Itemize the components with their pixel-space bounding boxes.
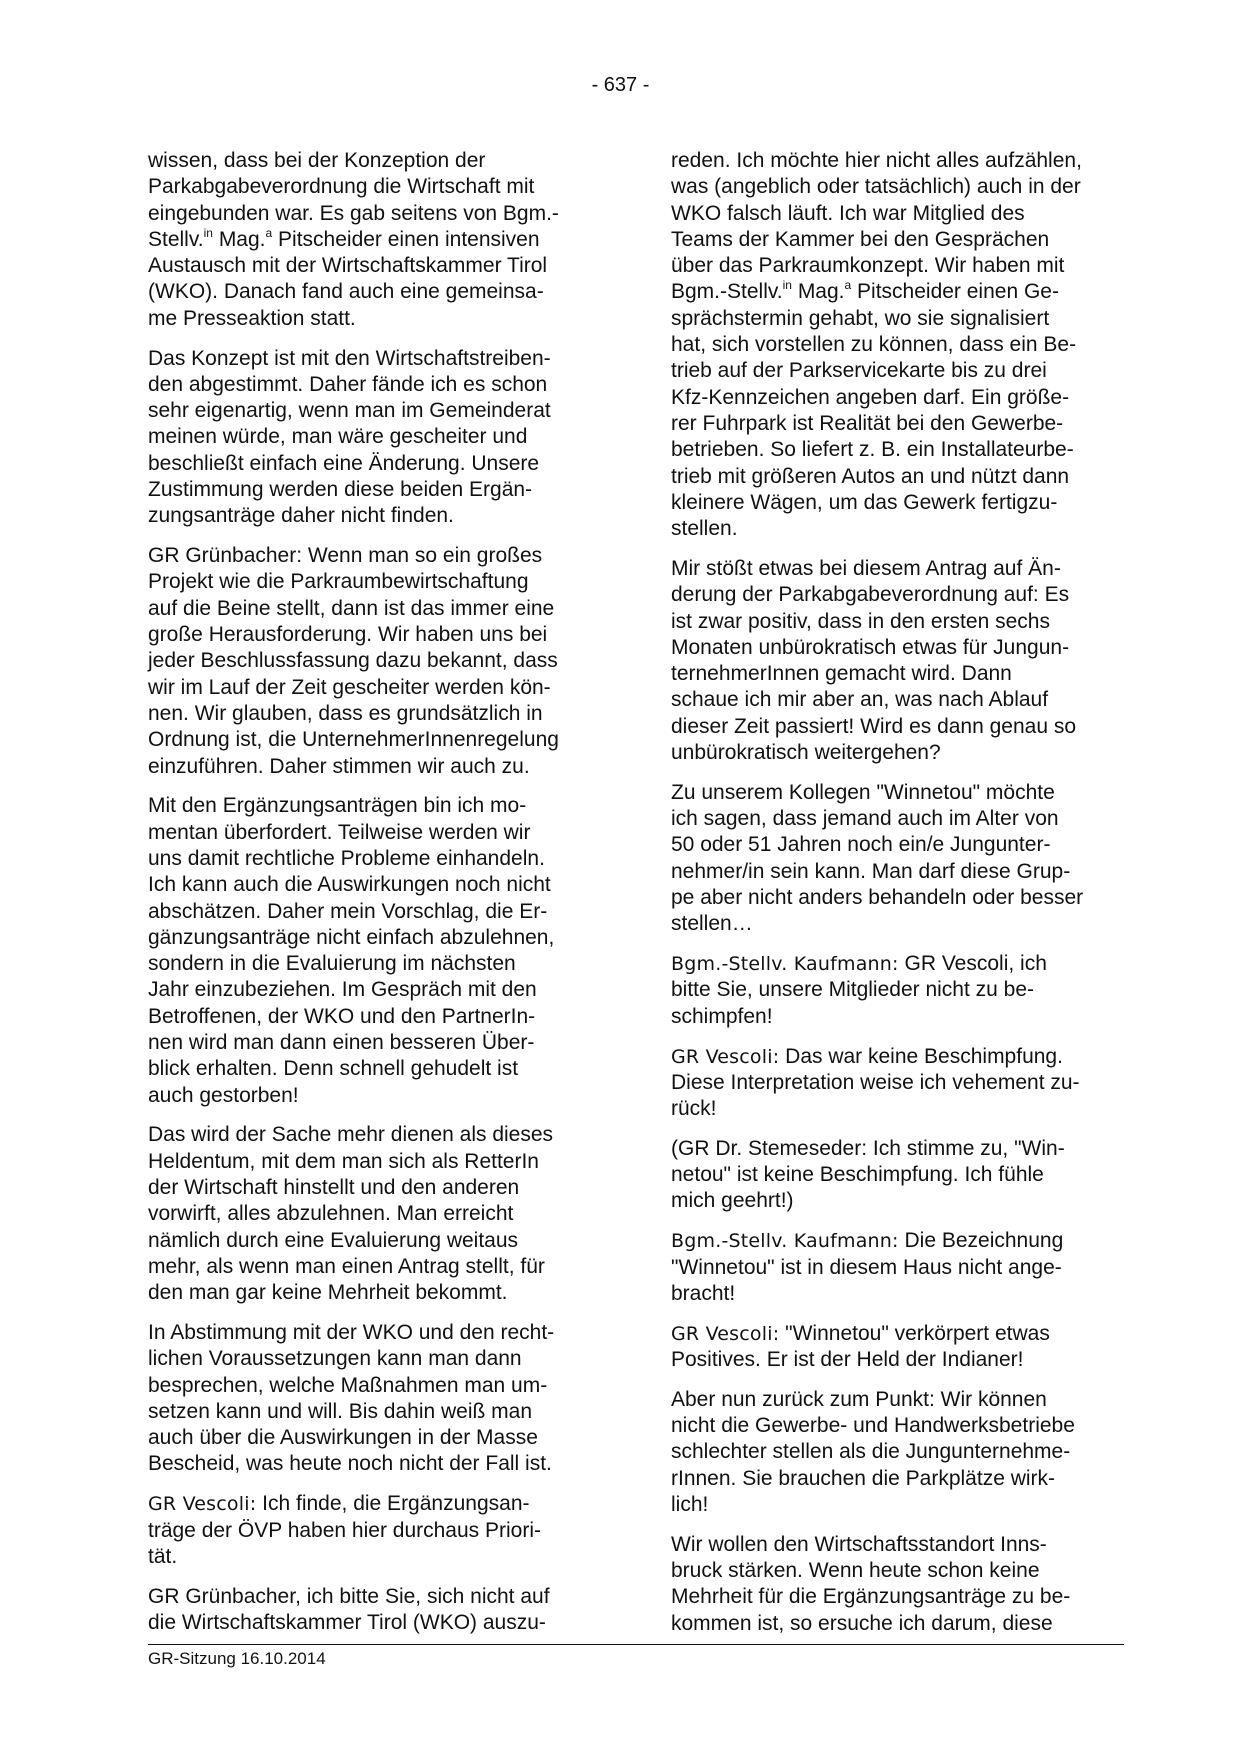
text-line: rer Fuhrpark ist Realität bei den Gewerbe- [671,411,1064,435]
speaker-name: Bgm.-Stellv. Kaufmann: [671,1230,899,1253]
text-line: derung der Parkabgabeverordnung auf: Es [671,583,1070,607]
paragraph [148,1320,608,1478]
text-line: sprächstermin gehabt, wo sie signalisiert [671,306,1050,330]
text-line: ich sagen, dass jemand auch im Alter von [671,807,1059,831]
text-segment: GR Vescoli, ich [898,952,1047,976]
text-line: der Wirtschaft hinstellt und den anderen [148,1175,520,1199]
text-line: über das Parkraumkonzept. Wir haben mit [671,254,1065,278]
text-line: netou" ist keine Beschimpfung. Ich fühle [671,1163,1044,1187]
text-line: Heldentum, mit dem man sich als RetterIn [148,1149,539,1173]
text-segment: Die Bezeichnung [898,1229,1064,1253]
text-line: große Herausforderung. Wir haben uns bei [148,623,548,647]
left-column [148,148,608,1650]
paragraph [671,1532,1131,1637]
text-line: Projekt wie die Parkraumbewirtschaftung [148,570,529,594]
text-line: ternehmerInnen gemacht wird. Dann [671,662,1012,686]
text-line: Aber nun zurück zum Punkt: Wir können [671,1387,1047,1411]
paragraph [671,148,1131,542]
paragraph [671,1228,1131,1307]
text-segment: Mag. [791,280,845,304]
paragraph [671,1387,1131,1518]
text-segment: Stellv. [148,227,204,251]
text-line: was (angeblich oder tatsächlich) auch in der [671,175,1081,199]
text-line: GR Grünbacher: Wenn man so ein großes [148,544,543,568]
text-line: Zustimmung werden diese beiden Ergän- [148,478,533,502]
text-line: Positives. Er ist der Held der Indianer! [671,1347,1024,1371]
speaker-name: GR Vescoli: [671,1322,780,1345]
text-segment: Bgm.-Stellv. [671,280,783,304]
text-line: Betroffenen, der WKO und den PartnerIn- [148,1004,536,1028]
text-line: nen. Wir glauben, dass es grundsätzlich in [148,701,543,725]
page-number: - 637 - [591,74,650,96]
speaker-name: Bgm.-Stellv. Kaufmann: [671,953,899,976]
text-line: In Abstimmung mit der WKO und den recht- [148,1320,555,1344]
paragraph [671,556,1131,766]
text-line: unbürokratisch weitergehen? [671,741,941,765]
text-line: gänzungsanträge nicht einfach abzulehnen, [148,925,555,949]
paragraph [148,543,608,780]
text-line [671,1321,1131,1347]
text-line: Parkabgabeverordnung die Wirtschaft mit [148,175,535,199]
text-line: Kfz-Kennzeichen angeben darf. Ein größe- [671,385,1070,409]
text-line: Mit den Ergänzungsanträgen bin ich mo- [148,794,527,818]
text-line: pe aber nicht anders behandeln oder besser [671,886,1084,910]
text-line: lichen Voraussetzungen kann man dann [148,1347,522,1371]
superscript: a [844,278,852,293]
text-line: auf die Beine stellt, dann ist das immer eine [148,596,555,620]
text-line [671,279,1131,305]
text-line: "Winnetou" ist in diesem Haus nicht ange- [671,1255,1062,1279]
text-line: Zu unserem Kollegen "Winnetou" möchte [671,780,1055,804]
paragraph [148,346,608,530]
paragraph [148,793,608,1109]
text-line: vorwirft, alles abzulehnen. Man erreicht [148,1202,514,1226]
text-line: einzuführen. Daher stimmen wir auch zu. [148,754,530,778]
text-line: schimpfen! [671,1004,773,1028]
text-line: jeder Beschlussfassung dazu bekannt, dass [148,649,558,673]
text-segment: Das war keine Beschimpfung. [779,1044,1063,1068]
text-line: hat, sich vorstellen zu können, dass ein Be- [671,333,1077,357]
paragraph [671,1321,1131,1374]
paragraph [671,1136,1131,1215]
text-line: (WKO). Danach fand auch eine gemeinsa- [148,280,544,304]
text-line: besprechen, welche Maßnahmen man um- [148,1373,548,1397]
text-line: WKO falsch läuft. Ich war Mitglied des [671,201,1025,225]
text-line: den man gar keine Mehrheit bekommt. [148,1281,508,1305]
text-line: betrieben. So liefert z. B. ein Installateurbe- [671,438,1074,462]
text-line: nämlich durch eine Evaluierung weitaus [148,1228,519,1252]
text-segment: Mag. [212,227,266,251]
paragraph [671,780,1131,938]
text-line: nen wird man dann einen besseren Über- [148,1031,535,1054]
text-line: rInnen. Sie brauchen die Parkplätze wirk- [671,1466,1056,1490]
text-line: abschätzen. Daher mein Vorschlag, die Er- [148,899,548,923]
text-line: tät. [148,1544,178,1568]
text-line: Ordnung ist, die UnternehmerInnenregelung [148,728,559,752]
text-line: Austausch mit der Wirtschaftskammer Tirol [148,254,548,278]
text-line: trieb auf der Parkservicekarte bis zu drei [671,359,1047,383]
text-line: dieser Zeit passiert! Wird es dann genau so [671,714,1077,738]
text-line: blick erhalten. Denn schnell gehudelt ist [148,1057,519,1081]
text-line: GR Grünbacher, ich bitte Sie, sich nicht auf [148,1584,550,1608]
text-line: schaue ich mir aber an, was nach Ablauf [671,688,1049,712]
text-line: Mehrheit für die Ergänzungsanträge zu be- [671,1585,1071,1609]
text-line [148,227,608,253]
right-column [671,148,1131,1650]
paragraph [671,1044,1131,1123]
text-line: mentan überfordert. Teilweise werden wir [148,820,531,844]
paragraph [148,1122,608,1306]
text-line [671,1228,1131,1254]
text-line: setzen kann und will. Bis dahin weiß man [148,1399,533,1423]
text-line: den abgestimmt. Daher fände ich es schon [148,372,548,396]
text-line: wissen, dass bei der Konzeption der [148,149,486,172]
text-line: wir im Lauf der Zeit gescheiter werden kön- [148,675,551,699]
superscript: in [203,225,213,240]
paragraph [148,1584,608,1637]
superscript: a [265,225,273,240]
text-line: bruck stärken. Wenn heute schon keine [671,1559,1040,1583]
superscript: in [782,278,792,293]
text-line: mehr, als wenn man einen Antrag stellt, für [148,1254,545,1278]
text-line: sondern in die Evaluierung im nächsten [148,952,516,976]
text-line: Das wird der Sache mehr dienen als dieses [148,1123,554,1147]
text-line: bracht! [671,1281,736,1305]
text-line: Wir wollen den Wirtschaftsstandort Inns- [671,1532,1047,1556]
text-line: Monaten unbürokratisch etwas für Jungun- [671,635,1070,659]
text-segment: Pitscheider einen Ge- [851,280,1059,304]
text-line: schlechter stellen als die Jungunternehme- [671,1440,1071,1464]
text-line: kommen ist, so ersuche ich darum, diese [671,1611,1053,1635]
paragraph [148,1491,608,1570]
text-line: Ich kann auch die Auswirkungen noch nicht [148,873,551,897]
text-line: stellen… [671,912,753,936]
speaker-name: GR Vescoli: [671,1045,780,1068]
text-line [671,951,1131,977]
text-segment: Pitscheider einen intensiven [272,227,540,251]
text-line: die Wirtschaftskammer Tirol (WKO) auszu- [148,1610,546,1634]
text-line: zungsanträge daher nicht finden. [148,504,454,528]
text-line: sehr eigenartig, wenn man im Gemeinderat [148,399,551,423]
text-line: beschließt einfach eine Änderung. Unsere [148,451,540,475]
text-line: nehmer/in sein kann. Man darf diese Grup- [671,859,1071,883]
text-line: stellen. [671,517,738,541]
paragraph [671,951,1131,1030]
text-line: meinen würde, man wäre gescheiter und [148,425,528,449]
text-line [671,1044,1131,1070]
text-line: mich geehrt!) [671,1189,794,1213]
text-line: auch über die Auswirkungen in der Masse [148,1426,538,1450]
footer-session-date: GR-Sitzung 16.10.2014 [148,1649,326,1668]
text-line: Mir stößt etwas bei diesem Antrag auf Än- [671,556,1061,580]
text-line: (GR Dr. Stemeseder: Ich stimme zu, "Win- [671,1136,1065,1160]
text-line: träge der ÖVP haben hier durchaus Priori- [148,1518,541,1542]
text-line: Das Konzept ist mit den Wirtschaftstreiben- [148,346,551,370]
text-line: Teams der Kammer bei den Gesprächen [671,227,1050,251]
text-line: kleinere Wägen, um das Gewerk fertigzu- [671,490,1058,514]
text-segment: "Winnetou" verkörpert etwas [779,1321,1050,1345]
footer-divider [148,1644,1124,1645]
text-line [148,1491,608,1517]
text-line: nicht die Gewerbe- und Handwerksbetriebe [671,1414,1075,1438]
text-line: reden. Ich möchte hier nicht alles aufzählen, [671,149,1082,172]
text-line: eingebunden war. Es gab seitens von Bgm.- [148,201,559,225]
text-line: auch gestorben! [148,1083,299,1107]
text-line: trieb mit größeren Autos an und nützt dann [671,464,1070,488]
text-line: ist zwar positiv, dass in den ersten sechs [671,609,1050,633]
paragraph [148,148,608,332]
text-line: me Presseaktion statt. [148,306,356,330]
text-line: Bescheid, was heute noch nicht der Fall ist. [148,1452,552,1476]
text-line: bitte Sie, unsere Mitglieder nicht zu be- [671,978,1035,1002]
text-line: lich! [671,1492,709,1516]
text-line: rück! [671,1097,717,1121]
text-line: Jahr einzubeziehen. Im Gespräch mit den [148,978,537,1002]
text-line: uns damit rechtliche Probleme einhandeln. [148,846,545,870]
text-segment: Ich finde, die Ergänzungsan- [256,1492,530,1516]
speaker-name: GR Vescoli: [148,1493,257,1516]
text-line: 50 oder 51 Jahren noch ein/e Jungunter- [671,833,1051,857]
text-line: Diese Interpretation weise ich vehement zu- [671,1070,1080,1094]
